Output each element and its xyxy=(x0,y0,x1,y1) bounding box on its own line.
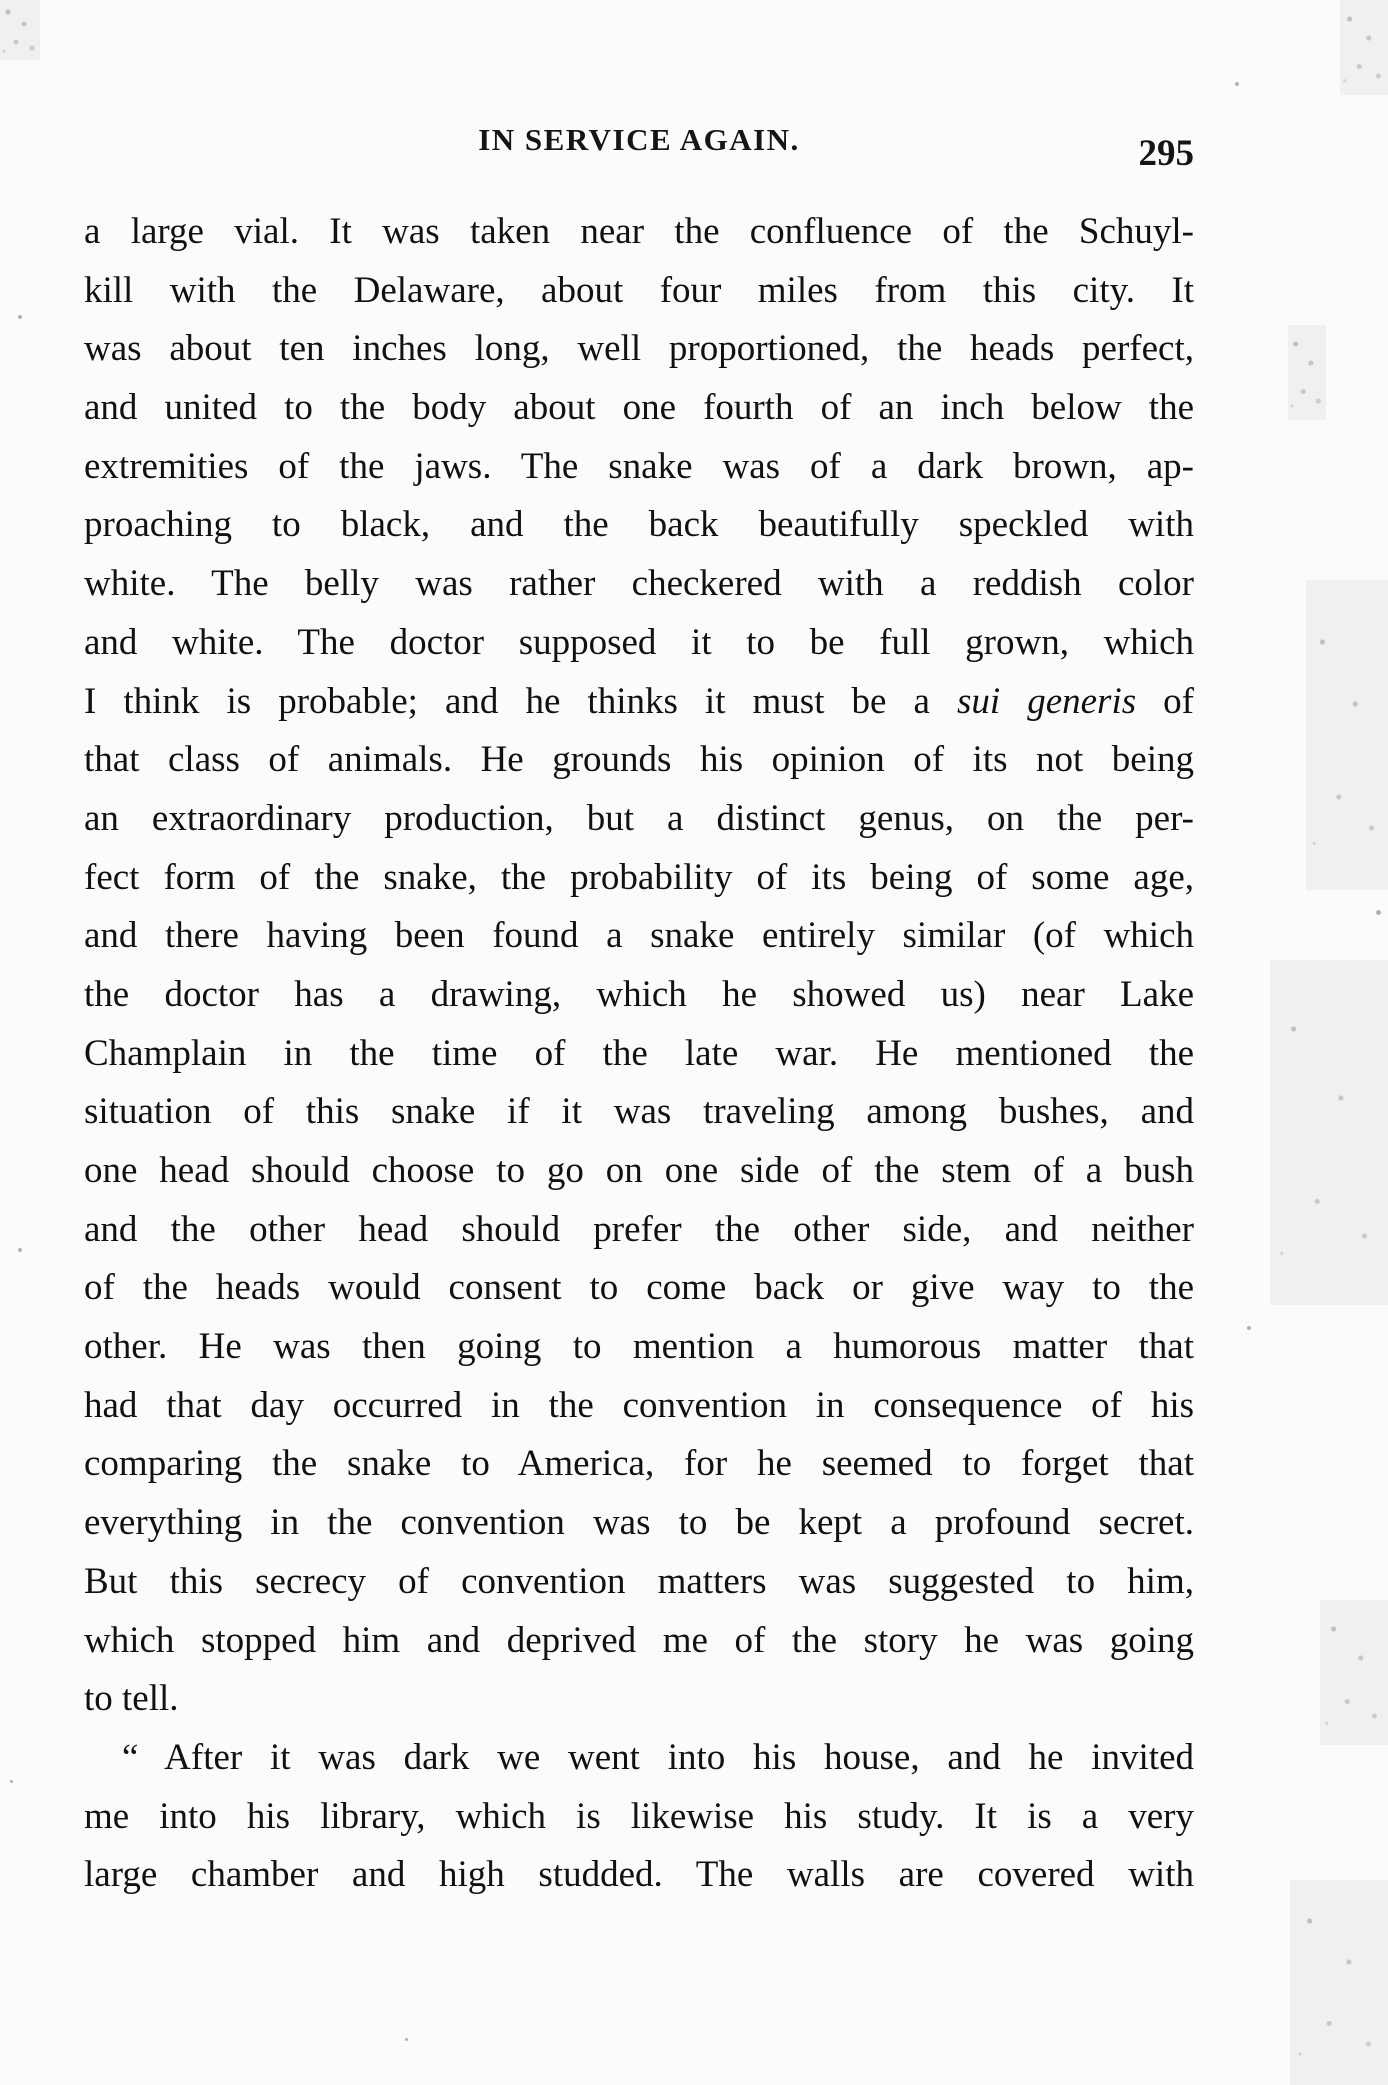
text-line: to tell. xyxy=(84,1678,179,1720)
scan-speck xyxy=(18,315,22,319)
text-line: extremities of the jaws. The snake was of a dark brown, ap- xyxy=(84,445,1194,487)
scan-speck xyxy=(405,2038,408,2041)
text-line: proaching to black, and the back beautifully speckled with xyxy=(84,504,1194,546)
text-line: other. He was then going to mention a humorous matter that xyxy=(84,1326,1194,1368)
text-line: white. The belly was rather checkered with a reddish color xyxy=(84,563,1194,605)
text-line: the doctor has a drawing, which he showed us) near Lake xyxy=(84,973,1194,1015)
italic-phrase: sui generis xyxy=(956,680,1137,722)
text-line: one head should choose to go on one side of the stem of a bush xyxy=(84,1150,1194,1191)
text-line: me into his library, which is likewise his study. It is a very xyxy=(84,1795,1194,1837)
text-line: kill with the Delaware, about four miles from this city. It xyxy=(84,269,1194,311)
scan-noise xyxy=(1340,0,1388,95)
text-line: of the heads would consent to come back or give way to the xyxy=(84,1267,1194,1309)
scan-speck xyxy=(1376,910,1381,915)
scan-speck xyxy=(1235,82,1239,86)
scan-noise xyxy=(1288,325,1326,420)
text-line: and there having been found a snake entirely similar (of which xyxy=(84,915,1194,957)
text-line: situation of this snake if it was traveling among bushes, and xyxy=(84,1091,1194,1133)
text-line: But this secrecy of convention matters was suggested to him, xyxy=(84,1560,1194,1602)
text-line: was about ten inches long, well proportioned, the heads perfect, xyxy=(84,328,1194,370)
text-line: an extraordinary production, but a distinct genus, on the per- xyxy=(84,797,1194,839)
scan-speck xyxy=(1247,1326,1251,1330)
text-line-end: of xyxy=(1136,680,1194,722)
text-line: a large vial. It was taken near the confluence of the Schuyl- xyxy=(84,211,1194,252)
text-line: which stopped him and deprived me of the story he was going xyxy=(84,1619,1194,1661)
text-line: had that day occurred in the convention in consequence of his xyxy=(84,1384,1194,1426)
scan-noise xyxy=(1306,580,1388,890)
text-line xyxy=(84,673,1194,732)
text-line: large chamber and high studded. The walls are covered with xyxy=(84,1854,1194,1896)
scan-speck xyxy=(10,1780,13,1783)
text-line: and the other head should prefer the other side, and neither xyxy=(84,1208,1194,1250)
text-line: that class of animals. He grounds his opinion of its not being xyxy=(84,739,1194,781)
scan-noise xyxy=(1290,1880,1388,2085)
text-line: everything in the convention was to be kept a profound secret. xyxy=(84,1502,1194,1544)
text-line: comparing the snake to America, for he seemed to forget that xyxy=(84,1443,1194,1485)
text-line: Champlain in the time of the late war. He mentioned the xyxy=(84,1032,1194,1074)
scan-noise xyxy=(1320,1600,1388,1745)
scan-speck xyxy=(18,1248,22,1252)
body-text xyxy=(84,203,1194,1905)
text-line: “ After it was dark we went into his house, and he invited xyxy=(122,1736,1194,1778)
text-line: fect form of the snake, the probability of its being of some age, xyxy=(84,856,1194,898)
running-title: IN SERVICE AGAIN. xyxy=(478,122,800,157)
text-line: and united to the body about one fourth of an inch below the xyxy=(84,387,1194,429)
page-header xyxy=(84,112,1194,172)
page-number: 295 xyxy=(1138,133,1194,174)
text-line-start: I think is probable; and he thinks it must be a xyxy=(84,680,957,722)
text-line: and white. The doctor supposed it to be full grown, which xyxy=(84,621,1194,663)
scan-noise xyxy=(0,0,40,60)
scan-noise xyxy=(1270,960,1388,1305)
